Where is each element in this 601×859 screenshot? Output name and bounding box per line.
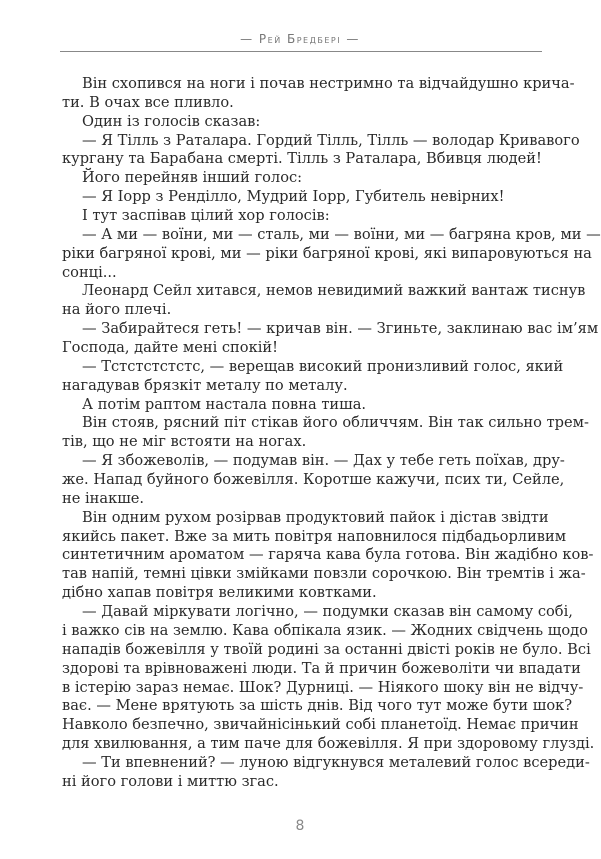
text-line: тав напій, темні цівки змійками повзли сорочкою. Він тремтів і жа- xyxy=(62,565,586,583)
paragraph xyxy=(62,396,542,415)
text-line: ріки багряної крові, ми — ріки багряної крові, які випаровуються на xyxy=(62,244,592,262)
text-line: дібно хапав повітря великими ковтками. xyxy=(62,584,377,602)
header-rule xyxy=(60,51,542,52)
text-line: здорові та врівноважені люди. Та й причин божеволіти чи впадати xyxy=(62,659,581,677)
paragraph xyxy=(62,169,542,188)
text-line: — Я Іорр з Ренділло, Мудрий Іорр, Губитель невірних! xyxy=(82,188,505,206)
text-line: Леонард Сейл хитався, немов невидимий важкий вантаж тиснув xyxy=(82,282,586,300)
text-line: синтетичним ароматом — гаряча кава була готова. Він жадібно ков- xyxy=(62,546,594,564)
text-line: же. Напад буйного божевілля. Коротше кажучи, псих ти, Сейле, xyxy=(62,471,565,489)
text-line: — Я Тілль з Раталара. Гордий Тілль, Тілль — володар Кривавого xyxy=(82,131,580,149)
paragraph xyxy=(62,113,542,132)
text-line: — Давай міркувати логічно, — подумки сказав він самому собі, xyxy=(82,603,573,621)
text-line: Один із голосів сказав: xyxy=(82,112,261,130)
text-line: Він одним рухом розірвав продуктовий пайок і дістав звідти xyxy=(82,508,549,526)
text-line: — Тстстстстстс, — верещав високий пронизливий голос, який xyxy=(82,357,564,375)
paragraph xyxy=(62,452,565,509)
paragraph xyxy=(62,753,590,792)
text-line: І тут заспівав цілий хор голосів: xyxy=(82,207,330,225)
text-line: не інакше. xyxy=(62,489,145,507)
text-line: А потім раптом настала повна тиша. xyxy=(82,395,367,413)
text-line: ває. — Мене врятують за шість днів. Від чого тут може бути шок? xyxy=(62,697,573,715)
text-line: ні його голови і миттю згас. xyxy=(62,772,279,790)
paragraph xyxy=(62,131,580,170)
text-line: — Забирайтеся геть! — кричав він. — Згиньте, заклинаю вас ім’ям xyxy=(82,320,599,338)
text-line: для хвилювання, а тим паче для божевілля. Я при здоровому глузді. xyxy=(62,735,595,753)
text-line: — А ми — воїни, ми — сталь, ми — воїни, ми — багряна кров, ми — xyxy=(82,225,601,243)
paragraph xyxy=(62,357,564,396)
text-line: Він стояв, рясний піт стікав його обличчям. Він так сильно трем- xyxy=(82,414,589,432)
paragraph xyxy=(62,75,575,113)
paragraph xyxy=(62,320,599,358)
text-line: Господа, дайте мені спокій! xyxy=(62,339,278,357)
paragraph xyxy=(62,207,542,226)
text-line: Його перейняв інший голос: xyxy=(82,169,303,187)
text-line: якийсь пакет. Вже за мить повітря наповнилося підбадьорливим xyxy=(62,527,567,545)
paragraph xyxy=(62,282,586,320)
text-line: Він схопився на ноги і почав нестримно та відчайдушно крича- xyxy=(82,75,575,92)
text-line: Навколо безпечно, звичайнісінький собі планетоїд. Немає причин xyxy=(62,716,579,734)
text-line: і важко сів на землю. Кава обпікала язик. — Жодних свідчень щодо xyxy=(62,621,588,639)
page-number: 8 xyxy=(295,818,305,834)
paragraph xyxy=(62,225,601,283)
text-line: сонці... xyxy=(62,263,117,281)
paragraph xyxy=(62,508,594,603)
text-line: на його плечі. xyxy=(62,301,172,319)
paragraph xyxy=(62,414,589,452)
text-line: — Я збожеволів, — подумав він. — Дах у тебе геть поїхав, дру- xyxy=(82,452,565,470)
text-line: кургану та Барабана смерті. Тілль з Раталара, Вбивця людей! xyxy=(62,150,542,168)
text-line: ти. В очах все пливло. xyxy=(62,93,234,111)
page-body xyxy=(62,75,601,792)
text-line: в істерію зараз немає. Шок? Дурниці. — Ніякого шоку він не відчу- xyxy=(62,678,584,696)
running-header: — Рей Бредбері — xyxy=(240,32,360,46)
text-line: нагадував брязкіт металу по металу. xyxy=(62,376,348,394)
text-line: тів, що не міг встояти на ногах. xyxy=(62,433,307,451)
paragraph xyxy=(62,188,542,207)
text-line: — Ти впевнений? — луною відгукнувся металевий голос всереди- xyxy=(82,753,590,771)
paragraph xyxy=(62,603,595,754)
text-line: нападів божевілля у твоїй родині за останні двісті років не було. Всі xyxy=(62,640,591,658)
